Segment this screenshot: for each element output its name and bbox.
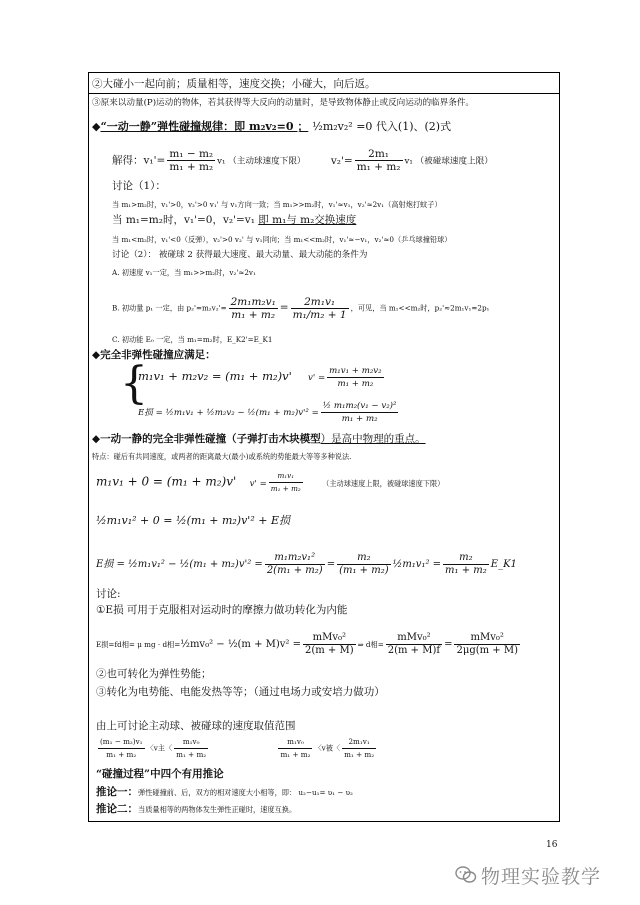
case-m1-eq-m2 [112,214,356,227]
condition-c: C. 初动能 E₀ 一定，当 m₁=m₂时，E_K2'=E_K1 [112,335,273,344]
frac-num: ½ m₁m₂(v₁ − v₂)² [322,401,397,411]
case-m1-gt-m2: 当 m₁>m₂时，v₁'>0，v₂'>0 v₁' 与 v₁方向一致；当 m₁>>m₂时，v₁'≈v₁，v₂'≈2v₁（高射炮打蚊子） [112,200,442,209]
diamond-bullet: ◆ [92,120,101,133]
equals-sign: = [279,301,289,314]
frac-num: m₁m₂v₁² [265,552,325,565]
frac-den: m₁ + m₂ [280,750,311,759]
equals-sign: = [326,559,336,570]
case-text: 当 m₁=m₂时，v₁'=0，v₂'=v₁ [112,214,259,226]
corollary-label: 推论一： [96,786,138,798]
frac-num: m₂ [443,552,489,565]
term-one-moving: “一动一静” [100,120,158,133]
frac-num: 2m₁v₁ [291,296,349,309]
v-prime-label: v' = [308,373,326,383]
exchange-velocity: 即 m₁与 m₂交换速度 [258,214,357,226]
use-friction: ①E损 可用于克服相对运动时的摩擦力做功转化为内能 [96,604,348,616]
frac-den: (m₁ + m₂) [339,565,389,576]
electric-energy: ③转化为电势能、电能发热等等；（通过电场力或安培力做功） [96,686,385,698]
frac-num: 2m₁ [355,148,403,161]
velocity-limits: （主动球速度上限，被碰球速度下限） [322,478,445,488]
frac-den: m₁ + m₂ [356,161,401,173]
corollary-text: 弹性碰撞前、后，双方的相对速度大小相等，即： u₂−u₁= υ₁ − υ₂ [138,788,353,797]
v-prime-label: v' = [249,478,267,489]
frac-num: m₁v₀ [174,736,208,749]
four-corollaries-heading: “碰撞过程”中四个有用推论 [96,768,224,780]
heading-prefix: ◆一动一静的完全非弹性碰撞（ [92,433,237,445]
range-intro: 由上可讨论主动球、被碰球的速度取值范围 [96,720,296,732]
frac-den: 2(m + M) [305,645,354,656]
v2-label: v₂'= [330,154,353,167]
bullet-momentum-line [96,470,444,495]
frac-num: mMv₀² [386,632,442,645]
feature-line: 特点：碰后有共同速度，或两者的距离最大(最小)或系统的势能最大等等多种说法. [92,452,352,461]
heading-suffix: ）是高中物理的重点。 [320,433,426,445]
corollary-label: 推论二： [96,803,138,815]
page-number: 16 [546,840,558,850]
frac-den: m₁ + m₂ [341,414,378,424]
v2-upper-limit: v₁ （被碰球速度上限） [404,156,493,167]
relative-distance-equation [96,632,522,657]
corollary-two [96,803,296,816]
frac-den: 2μg(m + M) [456,645,518,656]
frac-den: m₁ + m₂ [231,309,276,321]
frac-den: m₁ + m₂ [344,750,375,759]
frac-den: m₁ + m₂ [270,484,301,493]
frac-num: m₁v₁ + m₂v₂ [329,366,382,376]
frac-den: m₁ + m₂ [445,565,487,576]
rule-line-3: ③原来以动量(P)运动的物体，若其获得等大反向的动量时，是导致物体静止或反向运动的临界条件。 [92,98,475,108]
frac-den: 2(m₁ + m₂) [266,565,323,576]
frac-den: 2(m + M)f [387,645,441,656]
watermark-text: 物理实验教学 [481,866,602,888]
one-moving-one-static-heading [92,120,451,133]
implies-text: ⇒ d相= [357,640,384,649]
kinetic-diff: ½mv₀² − ½(m + M)v² = [180,639,301,650]
derivation-mid: ½m₁v₁² = [392,559,442,570]
discussion-1-label: 讨论（1）： [112,180,166,192]
frac-num: 2m₁v₁ [342,736,376,749]
wechat-icon [455,866,477,889]
frac-num: 2m₁m₂v₁ [230,296,276,308]
rule-line-2: ②大碰小一起向前；质量相等，速度交换；小碰大，向后返。 [92,78,376,90]
frac-num: m₁ − m₂ [169,148,214,160]
solution-label: 解得：v₁'= [112,154,166,167]
solution-line [112,148,493,173]
condition-b-result: ，可见，当 m₁<<m₂时，p₂'≈2m₁v₁=2p₁ [350,303,490,313]
derivation-end: E_K1 [490,559,517,570]
corollary-text: 当质量相等的两物体发生弹性正碰时，速度互换。 [138,805,297,814]
frac-num: mMv₀² [303,632,356,645]
energy-loss-text: E损 = ½m₁v₁ + ½m₂v₂ − ½(m₁ + m₂)v'² = [138,408,319,418]
condition-b-text: B. 初动量 p₁ 一定，由 p₂'=m₂v₂'= [112,303,227,313]
speed-range [96,736,378,761]
derivation-start: E损 = ½m₁v₁² − ½(m₁ + m₂)v'² = [96,559,263,570]
corollary-one [96,786,353,799]
common-velocity [308,365,386,390]
discussion-label: 讨论: [96,588,121,600]
discussion-2-label: 讨论（2）： 被碰球 2 获得最大速度、最大动量、最大动能的条件为 [112,250,368,260]
kinetic-condition: ½m₂v₂² =0 代入(1)、(2)式 [312,120,452,133]
bullet-energy-line: ½m₁v₁² + 0 = ½(m₁ + m₂)v'² + E损 [96,514,290,527]
v-main-range: 〈v主〈 [146,743,173,753]
v-hit-range: 〈v被〈 [314,743,341,753]
frac-den: m₁ + m₂ [106,750,137,759]
watermark [455,862,601,889]
frac-num: m₁v₁ [269,470,303,483]
momentum-equation: m₁v₁ + m₂v₂ = (m₁ + m₂)v' [138,369,292,383]
bullet-block-model: 子弹打击木块模型 [236,433,321,445]
v1-lower-limit: v₁ （主动球速度下限） [217,156,306,167]
frac-num: m₂ [337,552,391,565]
frac-den: m₁/m₂ + 1 [292,309,347,321]
energy-loss-derivation [96,552,517,577]
frac-num: (m₁ − m₂)v₁ [98,736,145,749]
frac-num: m₁v₀ [278,736,312,749]
condition-b [112,296,489,321]
bullet-block-heading [92,433,426,446]
inelastic-heading: ◆完全非弹性碰撞应满足： [92,349,216,361]
frac-den: m₁ + m₂ [337,379,374,389]
system-brace: { [120,358,148,409]
energy-loss-equation [138,400,400,425]
condition-text: 弹性碰撞规律：即 m₂v₂=0 ； [157,120,309,133]
case-m1-lt-m2: 当 m₁<m₂时，v₁'<0（反弹），v₂'>0 v₂' 与 v₁同向；当 m₁<<m₂时，v₁'≈−v₁，v₂'≈0（乒乓球撞铅球） [112,235,452,244]
frac-den: m₁ + m₂ [176,750,207,759]
equals-sign: = [444,639,453,650]
bullet-momentum: m₁v₁ + 0 = (m₁ + m₂)v' [96,474,237,489]
elastic-potential: ②也可转化为弹性势能； [96,668,212,680]
condition-a: A. 初速度 v₁一定，当 m₁>>m₂时，v₂'≈2v₁ [112,268,256,277]
work-text: E损=fd相= μ mg · d相= [96,640,181,649]
frac-num: mMv₀² [454,632,520,645]
frac-den: m₁ + m₂ [169,161,214,173]
